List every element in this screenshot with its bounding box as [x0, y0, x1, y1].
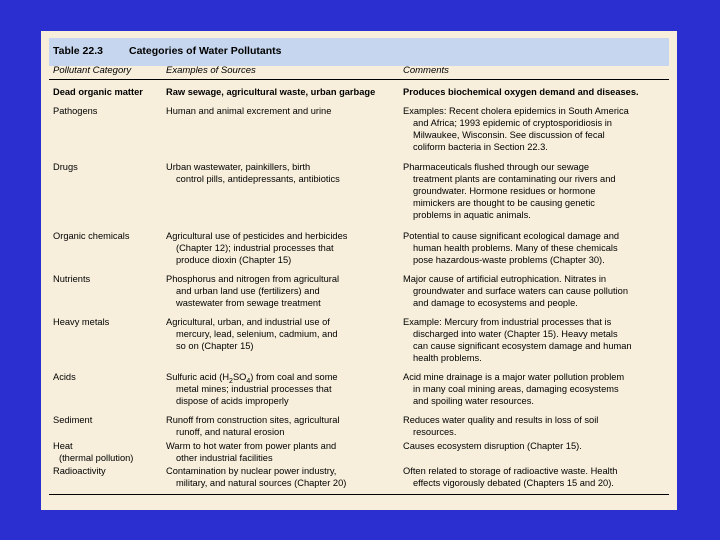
category-cell: Pathogens — [53, 106, 98, 116]
category-cell: Nutrients — [53, 274, 91, 284]
comments-cell: Acid mine drainage is a major water pollution problem in many coal mining areas, damaging ecosystems and spoiling water resources. — [403, 372, 625, 406]
header-rule — [49, 79, 669, 80]
sources-cell: Agricultural, urban, and industrial use of mercury, lead, selenium, cadmium, and so on (Chapter 15) — [166, 317, 338, 351]
column-header-sources: Examples of Sources — [166, 65, 256, 76]
sources-cell: Phosphorus and nitrogen from agricultural and urban land use (fertilizers) and wastewater from sewage treatment — [166, 274, 340, 308]
sources-cell: Sulfuric acid $(H_2SO_4)$ from coal and some metal mines; industrial processes that dispose of acids improperly — [166, 371, 396, 407]
category-cell: Heat (thermal pollution) — [53, 441, 134, 463]
category-cell: Heavy metals — [53, 317, 110, 327]
comments-cell: Often related to storage of radioactive waste. Health effects vigorously debated (Chapters 15 and 20). — [403, 466, 618, 488]
comments-cell: Causes ecosystem disruption (Chapter 15). — [403, 441, 582, 451]
comments-cell: Reduces water quality and results in loss of soil resources. — [403, 415, 599, 437]
sources-cell: Runoff from construction sites, agricultural runoff, and natural erosion — [166, 415, 340, 437]
comments-cell: Pharmaceuticals flushed through our sewage treatment plants are contaminating our rivers and groundwater. Hormone residues or hormone mimickers are thought to be causing genetic problems in aquatic animals. — [403, 162, 616, 220]
table-card — [41, 31, 677, 510]
comments-cell: Example: Mercury from industrial processes that is discharged into water (Chapter 15). Heavy metals can cause significant ecosystem damage and human health problems. — [403, 317, 632, 363]
sources-cell: Human and animal excrement and urine — [166, 106, 332, 116]
category-cell: Acids — [53, 372, 76, 382]
column-header-category: Pollutant Category — [53, 65, 132, 76]
category-cell: Dead organic matter — [53, 87, 143, 97]
category-cell: Radioactivity — [53, 466, 106, 476]
column-header-comments: Comments — [403, 65, 449, 76]
category-cell: Drugs — [53, 162, 78, 172]
comments-cell: Examples: Recent cholera epidemics in South America and Africa; 1993 epidemic of cryptosporidiosis in Milwaukee, Wisconsin. See discussion of fecal coliform bacteria in Section 22.3. — [403, 106, 629, 152]
footer-rule — [49, 494, 669, 495]
sources-cell: Raw sewage, agricultural waste, urban garbage — [166, 87, 376, 97]
category-cell: Organic chemicals — [53, 231, 130, 241]
comments-cell: Potential to cause significant ecological damage and human health problems. Many of these chemicals pose hazardous-waste problems (Chapter 30). — [403, 231, 620, 265]
sulfuric-acid-line: Sulfuric acid $(H_2SO_4)$ from coal and some — [166, 372, 338, 385]
category-cell: Sediment — [53, 415, 93, 425]
table-number: Table 22.3 — [53, 45, 103, 57]
sources-cell: Urban wastewater, painkillers, birth control pills, antidepressants, antibiotics — [166, 162, 340, 184]
comments-cell: Produces biochemical oxygen demand and diseases. — [403, 87, 639, 97]
table-header-bar — [49, 38, 669, 66]
table-title: Categories of Water Pollutants — [129, 45, 282, 57]
sources-cell: Contamination by nuclear power industry, military, and natural sources (Chapter 20) — [166, 466, 347, 488]
sources-cell: Warm to hot water from power plants and other industrial facilities — [166, 441, 337, 463]
comments-cell: Major cause of artificial eutrophication. Nitrates in groundwater and surface waters can cause pollution and damage to ecosystems and people. — [403, 274, 628, 308]
sources-cell: Agricultural use of pesticides and herbicides (Chapter 12); industrial processes that produce dioxin (Chapter 15) — [166, 231, 348, 265]
